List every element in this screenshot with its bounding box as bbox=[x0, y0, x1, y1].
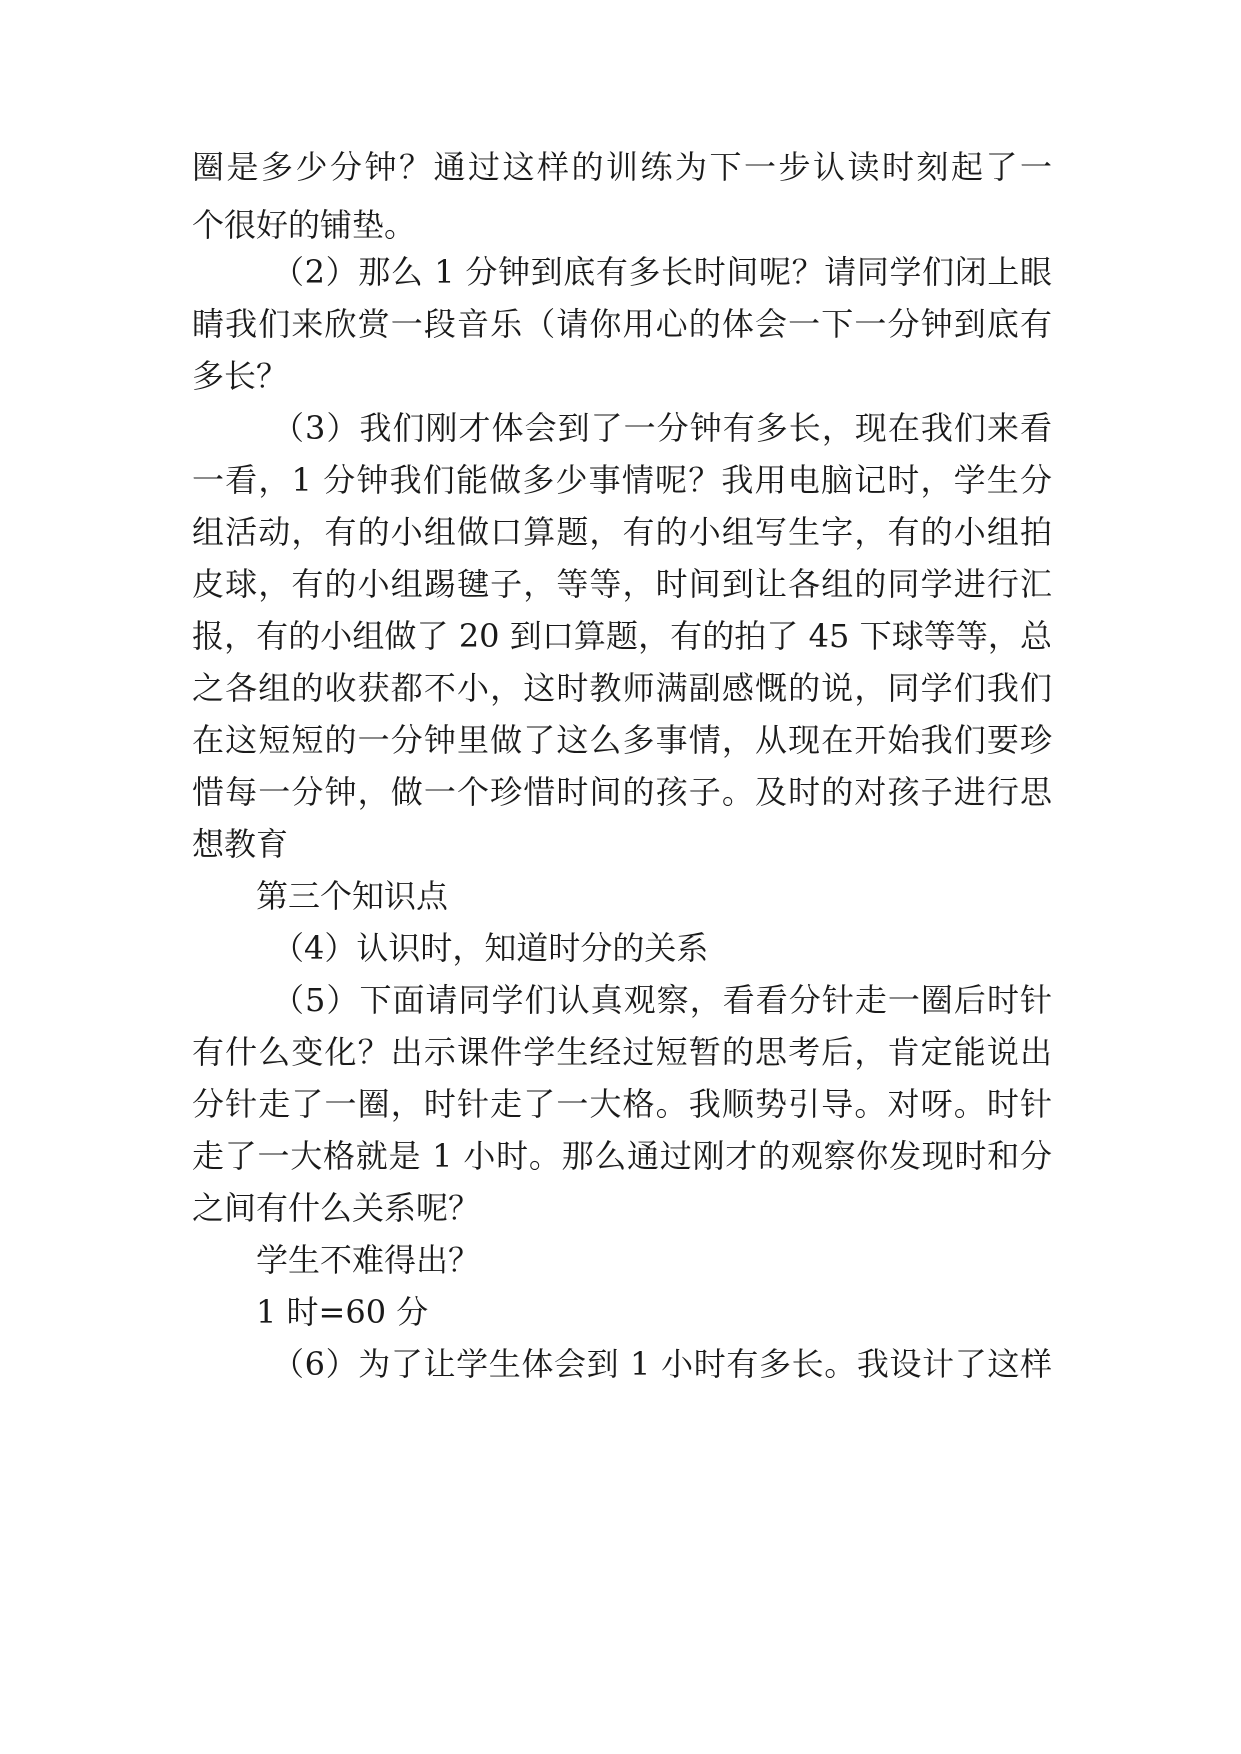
text-line-4: 睛我们来欣赏一段音乐（请你用心的体会一下一分钟到底有 bbox=[192, 305, 1052, 343]
text-line-8: 组活动，有的小组做口算题，有的小组写生字，有的小组拍 bbox=[192, 513, 1052, 551]
text-line-7: 一看，1 分钟我们能做多少事情呢？我用电脑记时，学生分 bbox=[192, 461, 1052, 499]
text-line-9: 皮球，有的小组踢毽子，等等，时间到让各组的同学进行汇 bbox=[192, 565, 1052, 603]
text-line-18: 有什么变化？出示课件学生经过短暂的思考后，肯定能说出 bbox=[192, 1033, 1052, 1071]
text-line-10: 报，有的小组做了 20 到口算题，有的拍了 45 下球等等，总 bbox=[192, 617, 1052, 655]
formula-line: 1 时=60 分 bbox=[256, 1293, 429, 1331]
text-line-13: 惜每一分钟，做一个珍惜时间的孩子。及时的对孩子进行思 bbox=[192, 773, 1052, 811]
text-line-19: 分针走了一圈，时针走了一大格。我顺势引导。对呀。时针 bbox=[192, 1085, 1052, 1123]
text-line-5: 多长？ bbox=[192, 357, 289, 395]
text-line-3: （2）那么 1 分钟到底有多长时间呢？请同学们闭上眼 bbox=[272, 253, 1052, 291]
section-heading: 第三个知识点 bbox=[256, 877, 449, 915]
text-line-11: 之各组的收获都不小，这时教师满副感慨的说，同学们我们 bbox=[192, 669, 1052, 707]
text-line-20: 走了一大格就是 1 小时。那么通过刚才的观察你发现时和分 bbox=[192, 1137, 1052, 1175]
text-line-22: 学生不难得出？ bbox=[256, 1241, 481, 1279]
text-line-14: 想教育 bbox=[192, 825, 289, 863]
text-line-6: （3）我们刚才体会到了一分钟有多长，现在我们来看 bbox=[272, 409, 1052, 447]
text-line-1: 圈是多少分钟？通过这样的训练为下一步认读时刻起了一 bbox=[192, 148, 1052, 186]
text-line-16: （4）认识时，知道时分的关系 bbox=[272, 929, 709, 967]
text-line-24: （6）为了让学生体会到 1 小时有多长。我设计了这样 bbox=[272, 1345, 1052, 1383]
text-line-12: 在这短短的一分钟里做了这么多事情，从现在开始我们要珍 bbox=[192, 721, 1052, 759]
text-line-21: 之间有什么关系呢？ bbox=[192, 1189, 481, 1227]
text-line-17: （5）下面请同学们认真观察，看看分针走一圈后时针 bbox=[272, 981, 1052, 1019]
text-line-2: 个很好的铺垫。 bbox=[192, 206, 417, 244]
